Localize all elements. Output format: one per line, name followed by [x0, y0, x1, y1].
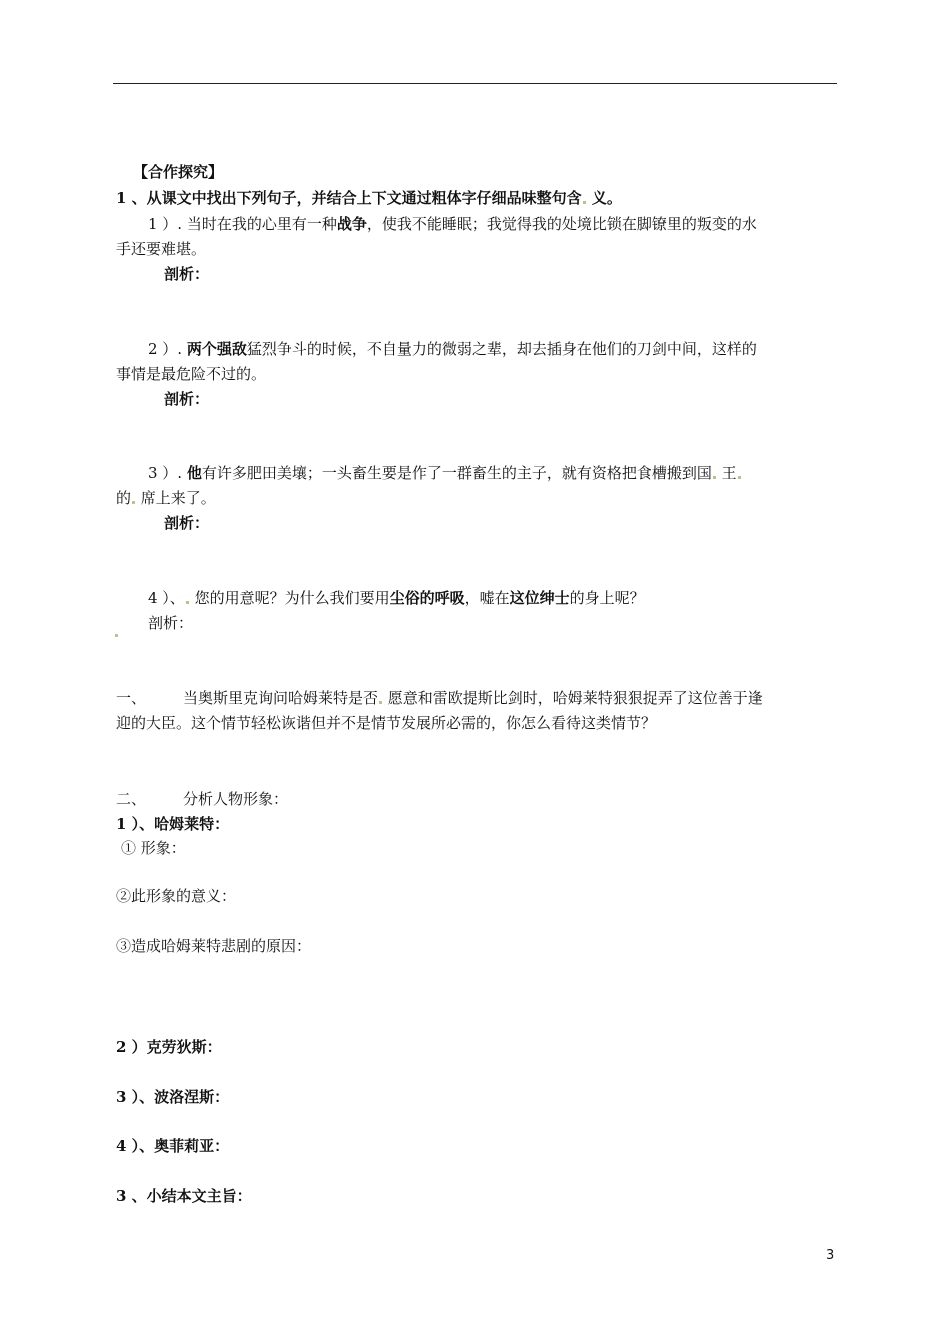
sentence-1: 1 ）. 当时在我的心里有一种战争，使我不能睡眠；我觉得我的处境比锁在脚镣里的叛变的水: [148, 215, 757, 233]
analysis-4-label: 剖析：: [148, 614, 194, 632]
question-one-text: 当奥斯里克询问哈姆莱特是否 愿意和雷欧提斯比剑时，哈姆莱特狠狠捉弄了这位善于逢: [183, 689, 763, 707]
sentence-1-cont: 手还要难堪。: [116, 240, 207, 258]
sentence-3: 3 ）. 他有许多肥田美壤；一头畜生要是作了一群畜生的主子，就有资格把食槽搬到国 王: [148, 463, 742, 483]
sentence-3-cont: 的 席上来了。: [116, 489, 216, 507]
question-two-text: 分析人物形象：: [183, 790, 289, 808]
sentence-4: 4 ）、 您的用意呢？为什么我们要用尘俗的呼吸，嘘在这位绅士的身上呢？: [148, 589, 645, 607]
question-one-cont: 迎的大臣。这个情节轻松诙谐但并不是情节发展所必需的，你怎么看待这类情节？: [116, 714, 657, 732]
character-claudius: 2 ）克劳狄斯：: [116, 1038, 222, 1056]
section-heading: 【合作探究】: [133, 163, 224, 181]
question-two-num: 二、: [116, 790, 147, 808]
analysis-3-label: 剖析：: [164, 514, 210, 532]
hamlet-item-3: ③造成哈姆莱特悲剧的原因：: [116, 937, 312, 955]
character-ophelia: 4 ）、奥菲莉亚：: [116, 1137, 230, 1155]
page-number: 3: [826, 1248, 835, 1263]
header-rule: [113, 83, 837, 84]
question-1-title: 1 、从课文中找出下列句子，并结合上下文通过粗体字仔细品味整句含 义。: [116, 189, 622, 207]
question-3: 3 、小结本文主旨：: [116, 1187, 252, 1205]
hamlet-item-2: ②此形象的意义：: [116, 887, 237, 905]
hamlet-item-1: ① 形象：: [121, 839, 186, 857]
stray-mark: [115, 634, 118, 637]
question-one-num: 一、: [116, 689, 147, 707]
sentence-2: 2 ）. 两个强敌猛烈争斗的时候，不自量力的微弱之辈，却去插身在他们的刀剑中间，这样的: [148, 340, 757, 358]
analysis-1-label: 剖析：: [164, 265, 210, 283]
character-hamlet: 1 ）、哈姆莱特：: [116, 815, 230, 833]
analysis-2-label: 剖析：: [164, 390, 210, 408]
character-polonius: 3 ）、波洛涅斯：: [116, 1088, 230, 1106]
sentence-2-cont: 事情是最危险不过的。: [116, 365, 267, 383]
